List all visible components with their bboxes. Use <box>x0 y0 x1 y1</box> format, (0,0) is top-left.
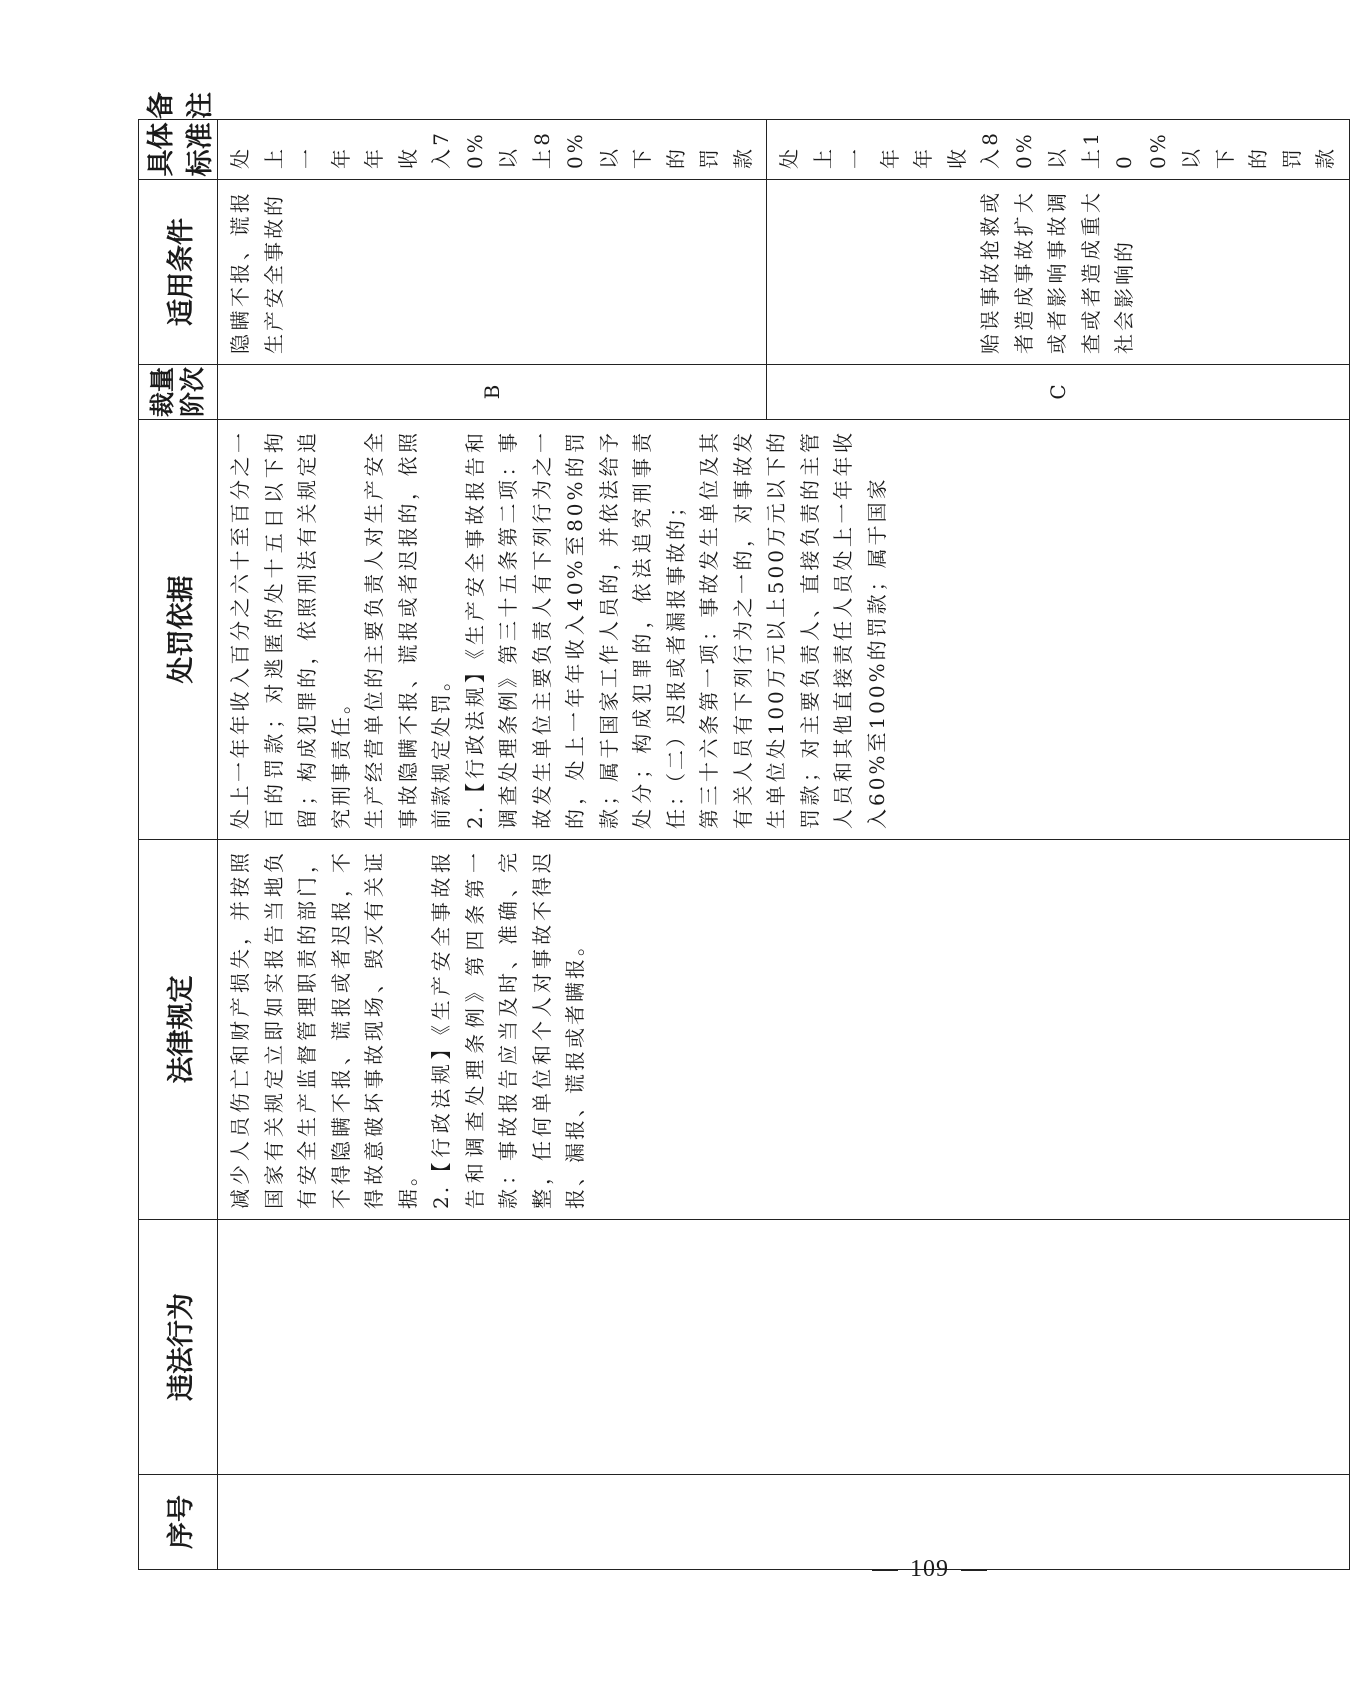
rotated-table-container <box>138 92 1337 1570</box>
table-row <box>218 120 767 1570</box>
dash-right <box>961 1570 987 1571</box>
header-level <box>139 365 218 420</box>
header-condition: 适用条件 <box>139 180 218 365</box>
header-row: 序号 违法行为 法律规定 处罚依据 裁量 阶次 适用条件 具体标准 备注 <box>139 120 218 1570</box>
basis-paragraph: 2.【行政法规】《生产安全事故报告和调查处理条例》第三十五条第二项：事故发生单位主要负责人有下列行为之一的，处上一年年收入40%至80%的罚款；属于国家工作人员的，并依法给予处分；构成犯罪的，依法追究刑事责任：（二）迟报或者漏报事故的； <box>462 430 688 829</box>
level-cell: B <box>218 365 767 420</box>
penalty-table <box>138 92 1350 1570</box>
condition-cell: 贻误事故抢救或者造成事故扩大或者影响事故调查或者造成重大社会影响的 <box>767 180 1350 365</box>
header-basis: 处罚依据 <box>139 420 218 840</box>
page-number <box>860 1556 999 1583</box>
dash-left <box>872 1570 898 1571</box>
basis-paragraph: 第三十六条第一项：事故发生单位及其有关人员有下列行为之一的，对事故发生单位处100万元以上500万元以下的罚款；对主要负责人、直接负责的主管人员和其他直接责任人员处上一年年收入60%至100%的罚款；属于国家 <box>697 430 889 829</box>
basis-paragraph: 生产经营单位的主要负责人对生产安全事故隐瞒不报、谎报或者迟报的，依照前款规定处罚。 <box>362 430 453 829</box>
basis-paragraph: 处上一年年收入百分之六十至百分之一百的罚款；对逃匿的处十五日以下拘留；构成犯罪的，依照刑法有关规定追究刑事责任。 <box>228 430 353 829</box>
page-number-text: 109 <box>910 1556 949 1582</box>
basis-cell <box>218 420 1350 840</box>
header-level-line1: 裁量 <box>148 367 177 418</box>
law-paragraph: 2.【行政法规】《生产安全事故报告和调查处理条例》第四条第一款：事故报告应当及时、准确、完整，任何单位和个人对事故不得迟报、漏报、谎报或者瞒报。 <box>429 850 587 1209</box>
law-cell <box>218 840 1350 1220</box>
law-paragraph: 减少人员伤亡和财产损失，并按照国家有关规定立即如实报告当地负有安全生产监督管理职责的部门，不得隐瞒不报、谎报或者迟报，不得故意破坏事故现场、毁灭有关证据。 <box>228 850 420 1209</box>
standard-cell: 处上一年年收入80%以上100%以下的罚款 <box>767 120 1350 180</box>
seq-cell <box>218 1475 1350 1570</box>
act-cell <box>218 1220 1350 1475</box>
header-law: 法律规定 <box>139 840 218 1220</box>
condition-cell: 隐瞒不报、谎报生产安全事故的 <box>218 180 767 365</box>
header-act: 违法行为 <box>139 1220 218 1475</box>
header-level-line2: 阶次 <box>178 367 207 418</box>
header-seq: 序号 <box>139 1475 218 1570</box>
level-cell: C <box>767 365 1350 420</box>
header-standard: 具体标准 <box>139 120 218 180</box>
standard-cell: 处上一年年收入70%以上80%以下的罚款 <box>218 120 767 180</box>
